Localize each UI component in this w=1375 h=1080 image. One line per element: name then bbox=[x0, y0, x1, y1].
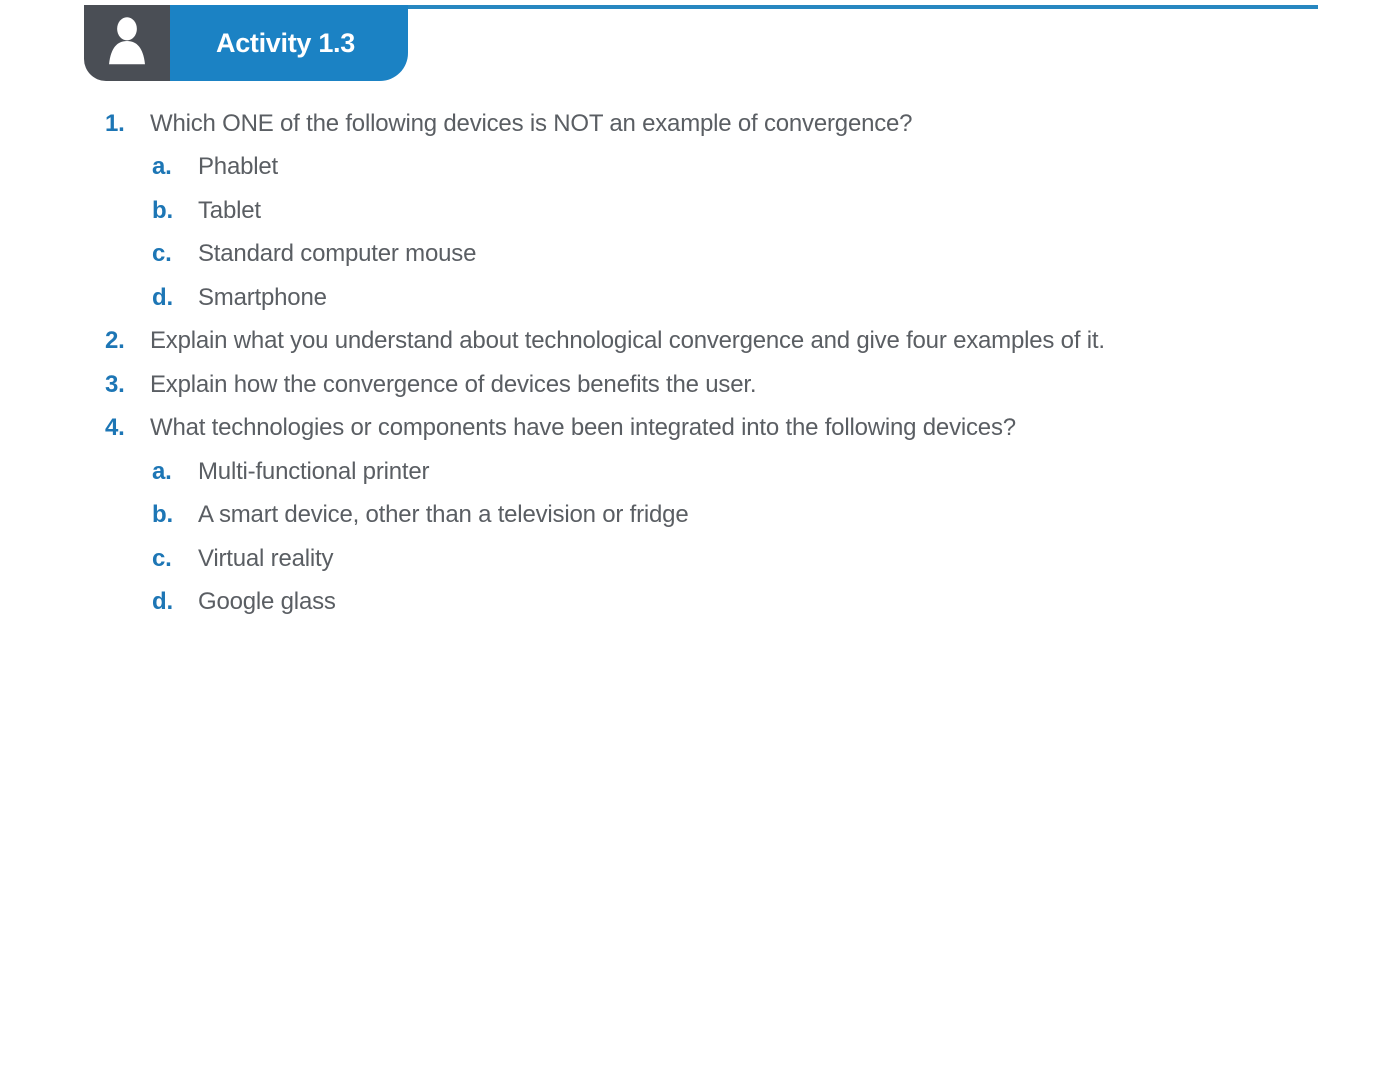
question-row bbox=[0, 320, 1375, 364]
option-text: Multi-functional printer bbox=[198, 457, 430, 485]
option-row bbox=[0, 146, 1375, 190]
option-label: c. bbox=[152, 544, 172, 572]
activity-tab bbox=[170, 5, 408, 81]
option-row bbox=[0, 450, 1375, 494]
option-row bbox=[0, 494, 1375, 538]
option-row bbox=[0, 276, 1375, 320]
option-row bbox=[0, 537, 1375, 581]
question-number: 4. bbox=[105, 414, 125, 442]
question-number: 3. bbox=[105, 370, 125, 398]
option-label: d. bbox=[152, 283, 173, 311]
option-text: Tablet bbox=[198, 196, 261, 224]
option-row bbox=[0, 581, 1375, 625]
question-text: What technologies or components have been integrated into the following devices? bbox=[150, 414, 1016, 442]
question-number: 1. bbox=[105, 109, 125, 137]
question-row bbox=[0, 407, 1375, 451]
option-label: c. bbox=[152, 240, 172, 268]
option-text: Virtual reality bbox=[198, 544, 334, 572]
option-label: b. bbox=[152, 196, 173, 224]
option-text: Phablet bbox=[198, 153, 278, 181]
person-icon bbox=[98, 10, 156, 77]
activity-header bbox=[84, 5, 408, 81]
option-label: a. bbox=[152, 457, 172, 485]
question-list bbox=[0, 102, 1375, 624]
option-label: d. bbox=[152, 588, 173, 616]
question-row bbox=[0, 102, 1375, 146]
option-label: a. bbox=[152, 153, 172, 181]
option-label: b. bbox=[152, 501, 173, 529]
question-text: Explain what you understand about technological convergence and give four examples of it. bbox=[150, 327, 1105, 355]
question-text: Which ONE of the following devices is NOT an example of convergence? bbox=[150, 109, 913, 137]
activity-title: Activity 1.3 bbox=[216, 27, 355, 58]
option-text: A smart device, other than a television or fridge bbox=[198, 501, 689, 529]
option-text: Standard computer mouse bbox=[198, 240, 477, 268]
option-text: Google glass bbox=[198, 588, 336, 616]
option-text: Smartphone bbox=[198, 283, 327, 311]
option-row bbox=[0, 233, 1375, 277]
option-row bbox=[0, 189, 1375, 233]
question-row bbox=[0, 363, 1375, 407]
question-number: 2. bbox=[105, 327, 125, 355]
question-text: Explain how the convergence of devices benefits the user. bbox=[150, 370, 757, 398]
person-icon-box bbox=[84, 5, 170, 81]
